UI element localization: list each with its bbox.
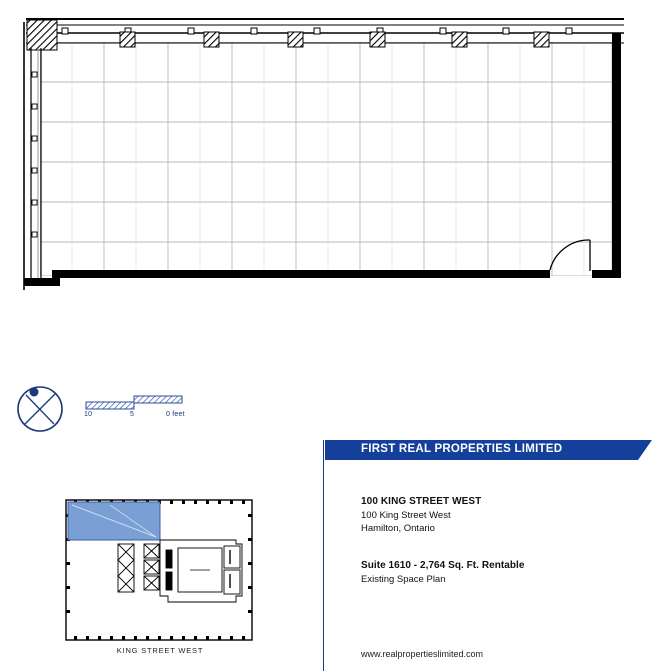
ceiling-grid xyxy=(30,30,620,280)
east-wall xyxy=(612,33,621,278)
suite-1610-highlight xyxy=(68,502,160,540)
info-panel xyxy=(323,436,652,671)
south-wall xyxy=(24,270,621,286)
scale-bar-icon xyxy=(86,396,182,409)
keyplan-mullions-bottom xyxy=(74,636,245,640)
plan-type-label: Existing Space Plan xyxy=(361,574,446,585)
key-plan-caption: KING STREET WEST xyxy=(116,646,204,655)
scale-and-compass xyxy=(14,384,214,440)
north-arrow-icon xyxy=(18,387,62,431)
suite-area-line: Suite 1610 - 2,764 Sq. Ft. Rentable xyxy=(361,560,525,571)
scale-tick-10: 10 xyxy=(84,411,93,418)
scale-tick-5: 5 xyxy=(130,411,135,418)
company-name: FIRST REAL PROPERTIES LIMITED xyxy=(361,443,563,455)
building-name: 100 KING STREET WEST xyxy=(361,496,482,507)
structural-columns xyxy=(120,32,549,47)
key-plan-drawing xyxy=(50,482,270,672)
west-curtain-wall xyxy=(24,22,41,290)
address-line-1: 100 King Street West xyxy=(361,510,451,521)
address-line-2: Hamilton, Ontario xyxy=(361,523,435,534)
panel-left-rule xyxy=(323,440,324,671)
scale-tick-0feet: 0 feet xyxy=(166,411,185,418)
website-url[interactable]: www.realpropertieslimited.com xyxy=(361,649,484,659)
corner-column-northwest xyxy=(27,20,57,50)
floor-plan-drawing xyxy=(0,0,652,310)
